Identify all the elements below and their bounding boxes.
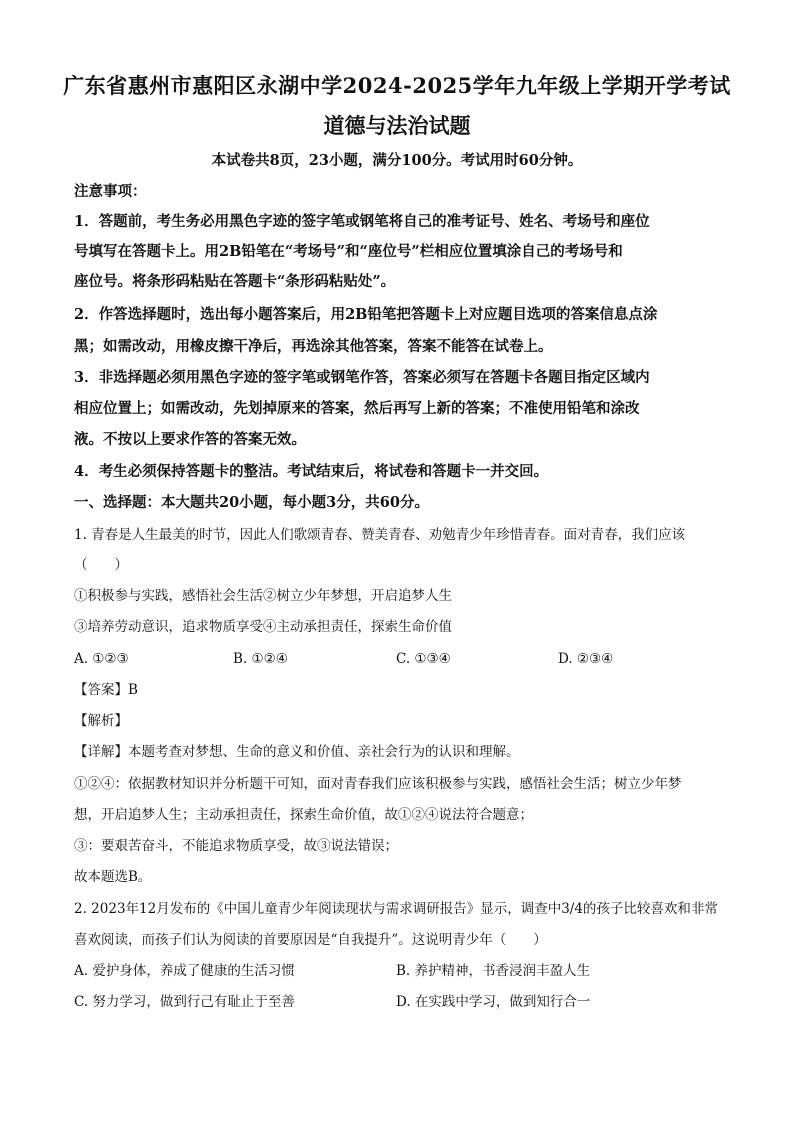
note-1-line-2: 号填写在答题卡上。用2B铅笔在“考场号”和“座位号”栏相应位置填涂自己的考场号和	[74, 243, 623, 260]
q1-stem-line-2: （ ）	[74, 557, 128, 573]
note-3-line-2: 相应位置上；如需改动，先划掉原来的答案，然后再写上新的答案；不准使用铅笔和涂改	[74, 400, 640, 417]
exam-subject-title: 道德与法治试题	[323, 113, 471, 138]
q1-items-line-2: ③培养劳动意识，追求物质享受④主动承担责任，探索生命价值	[74, 619, 452, 635]
notes-heading: 注意事项：	[74, 183, 147, 200]
q1-detail: 【详解】本题考查对梦想、生命的意义和价值、亲社会行为的认识和理解。	[74, 744, 520, 760]
note-1-line-1: 1．答题前，考生务必用黑色字迹的签字笔或钢笔将自己的准考证号、姓名、考场号和座位	[74, 213, 650, 230]
note-2-line-2: 黑；如需改动，用橡皮擦干净后，再选涂其他答案，答案不能答在试卷上。	[74, 338, 553, 355]
q1-explanation-line-3: ③：要艰苦奋斗，不能追求物质享受，故③说法错误；	[74, 838, 398, 854]
q1-answer: 【答案】B	[74, 682, 138, 698]
q1-analysis-label: 【解析】	[74, 713, 128, 729]
q1-option-d: D. ②③④	[558, 651, 614, 667]
note-3-line-1: 3．非选择题必须用黑色字迹的签字笔或钢笔作答，答案必须写在答题卡各题目指定区域内	[74, 369, 650, 386]
q2-stem-line-2: 喜欢阅读，而孩子们认为阅读的首要原因是“自我提升”。这说明青少年（ ）	[74, 932, 547, 948]
note-4-line-1: 4．考生必须保持答题卡的整洁。考试结束后，将试卷和答题卡一并交回。	[74, 463, 549, 480]
q2-option-b: B. 养护精神，书香浸润丰盈人生	[396, 963, 591, 979]
q1-option-b: B. ①②④	[233, 651, 288, 667]
section-heading: 一、选择题：本大题共20小题，每小题3分，共60分。	[74, 494, 429, 511]
q2-stem-line-1: 2. 2023年12月发布的《中国儿童青少年阅读现状与需求调研报告》显示，调查中3/4的孩子比较喜欢和非常	[74, 901, 718, 917]
exam-title: 广东省惠州市惠阳区永湖中学2024-2025学年九年级上学期开学考试	[63, 73, 731, 98]
q1-option-a: A. ①②③	[74, 651, 129, 667]
q2-option-d: D. 在实践中学习，做到知行合一	[396, 994, 591, 1010]
q1-explanation-line-2: 想，开启追梦人生；主动承担责任，探索生命价值，故①②④说法符合题意；	[74, 807, 533, 823]
q2-option-a: A. 爱护身体，养成了健康的生活习惯	[74, 963, 295, 979]
q1-items-line-1: ①积极参与实践，感悟社会生活②树立少年梦想，开启追梦人生	[74, 588, 452, 604]
note-1-line-3: 座位号。将条形码粘贴在答题卡“条形码粘贴处”。	[74, 273, 396, 290]
exam-info: 本试卷共8页，23小题，满分100分。考试用时60分钟。	[211, 152, 583, 169]
q2-option-c: C. 努力学习，做到行己有耻止于至善	[74, 994, 295, 1010]
q1-option-c: C. ①③④	[396, 651, 451, 667]
q1-explanation-line-1: ①②④：依据教材知识并分析题干可知，面对青春我们应该积极参与实践，感悟社会生活；树立少年梦	[74, 776, 682, 792]
note-2-line-1: 2．作答选择题时，选出每小题答案后，用2B铅笔把答题卡上对应题目选项的答案信息点涂	[74, 306, 658, 323]
note-3-line-3: 液。不按以上要求作答的答案无效。	[74, 431, 306, 448]
q1-explanation-line-4: 故本题选B。	[74, 869, 152, 885]
q1-stem-line-1: 1. 青春是人生最美的时节，因此人们歌颂青春、赞美青春、劝勉青少年珍惜青春。面对青春，我们应该	[74, 527, 686, 543]
